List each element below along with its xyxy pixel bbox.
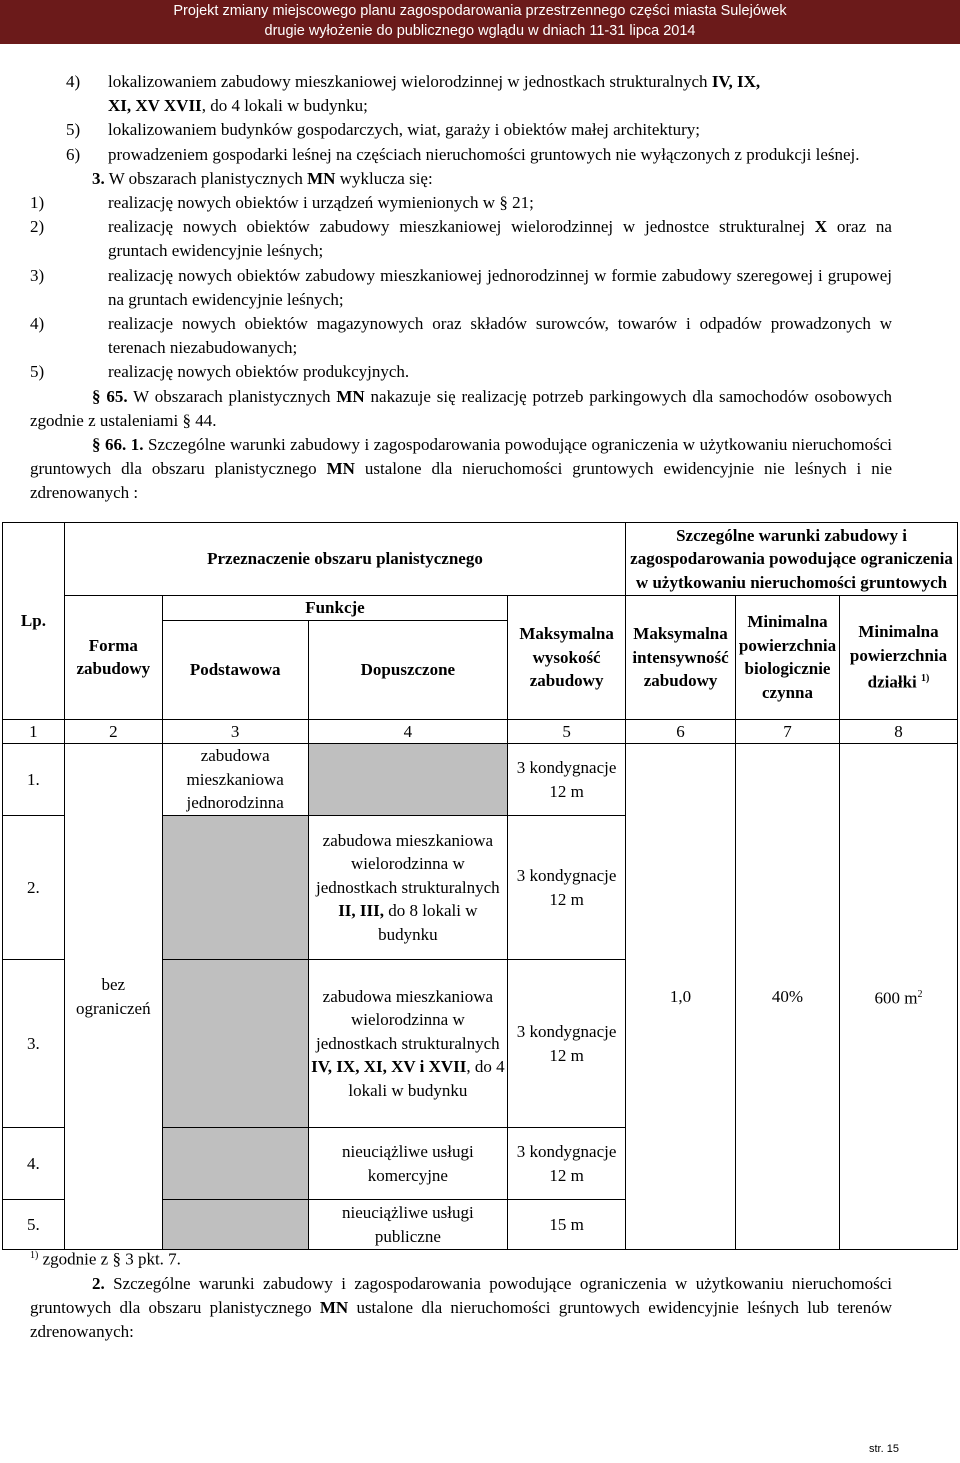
table-row: 2. zabudowa mieszkaniowa wielorodzinna w jednostkach strukturalnych II, III, do 8 lokali w budynku 3 kondygnacje 12 m [3, 816, 958, 960]
paragraph-3: 3. W obszarach planistycznych MN wyklucza się: [92, 168, 433, 188]
intensywnosc-value: 1,0 [626, 744, 736, 1250]
table-row: 1 2 3 4 5 6 7 8 [3, 719, 958, 744]
header-przeznaczenie: Przeznaczenie obszaru planistycznego [64, 523, 625, 596]
header-line-2: drugie wyłożenie do publicznego wglądu w dniach 11-31 lipca 2014 [264, 23, 696, 39]
table-row: 4. nieuciążliwe usługi komercyjne 3 kondygnacje 12 m [3, 1128, 958, 1200]
list-item: 5) lokalizowaniem budynków gospodarczych, wiat, garaży i obiektów małej architektury; [66, 120, 700, 140]
list-item: 1) realizację nowych obiektów i urządzeń wymienionych w § 21; [30, 193, 534, 213]
header-line-1: Projekt zmiany miejscowego planu zagospodarowania przestrzennego części miasta Sulejówek [173, 3, 787, 19]
document-header [0, 0, 960, 44]
header-dopuszczone: Dopuszczone [308, 620, 508, 719]
header-podstawowa: Podstawowa [162, 620, 308, 719]
document-body [30, 70, 892, 506]
page-number: str. 15 [869, 1443, 899, 1455]
header-max-intensywnosc: Maksymalna intensywność zabudowy [626, 596, 736, 720]
table-row: 5. nieuciążliwe usługi publiczne 15 m [3, 1200, 958, 1250]
paragraph-65: § 65. W obszarach planistycznych MN nakazuje się realizację potrzeb parkingowych dla samochodów osobowych zgodnie z ustaleniami § 44. [30, 386, 892, 430]
dzialka-value: 600 $m^2$ [840, 744, 958, 1250]
header-lp: Lp. [3, 523, 65, 720]
footnote: $^{1)}$ zgodnie z § 3 pkt. 7. [30, 1249, 181, 1269]
header-szczegolne: Szczególne warunki zabudowy i zagospodarowania powodujące ograniczenia w użytkowaniu nieruchomości gruntowych [626, 523, 958, 596]
table-row: 1. bez ograniczeń zabudowa mieszkaniowa jednorodzinna 3 kondygnacje 12 m 1,0 40% 600 $m^2$ [3, 744, 958, 816]
bio-value: 40% [736, 744, 840, 1250]
table-row: 3. zabudowa mieszkaniowa wielorodzinna w jednostkach strukturalnych IV, IX, XI, XV i XVII, do 4 lokali w budynku 3 kondygnacje 12 m [3, 960, 958, 1128]
list-item: 3) realizację nowych obiektów zabudowy mieszkaniowej jednorodzinnej w formie zabudowy szeregowej i grupowej na gruntach ewidencyjnie leśnych; [30, 265, 892, 309]
list-item: 6) prowadzeniem gospodarki leśnej na częściach nieruchomości gruntowych nie wyłączonych z produkcji leśnej. [66, 144, 860, 164]
conditions-table [2, 522, 958, 1250]
header-min-dzialka: Minimalna powierzchnia działki $^{1)}$ [840, 596, 958, 720]
footer-text [30, 1244, 892, 1344]
list-item: 4) lokalizowaniem zabudowy mieszkaniowej wielorodzinnej w jednostkach strukturalnych IV, IX, XI, XV XVII, do 4 lokali w budynku; [66, 72, 761, 116]
header-forma: Forma zabudowy [64, 596, 162, 720]
header-min-bio: Minimalna powierzchnia biologicznie czynna [736, 596, 840, 720]
list-item: 5) realizację nowych obiektów produkcyjnych. [30, 362, 410, 382]
paragraph-66: § 66. 1. Szczególne warunki zabudowy i zagospodarowania powodujące ograniczenia w użytkowaniu nieruchomości gruntowych dla obszaru planistycznego MN ustalone dla nieruchomości gruntowych ewidencyjnie nie leśnych i nie zdrenowanych : [30, 435, 893, 503]
header-max-wysokosc: Maksymalna wysokość zabudowy [508, 596, 626, 720]
forma-value: bez ograniczeń [64, 744, 162, 1250]
list-item: 2) realizację nowych obiektów zabudowy mieszkaniowej wielorodzinnej w jednostce strukturalnej X oraz na gruntach ewidencyjnie leśnych; [30, 217, 892, 261]
header-funkcje: Funkcje [162, 596, 507, 621]
paragraph-66-2: 2. Szczególne warunki zabudowy i zagospodarowania powodujące ograniczenia w użytkowaniu nieruchomości gruntowych dla obszaru planistycznego MN ustalone dla nieruchomości gruntowych ewidencyjnie leśnych lub terenów zdrenowanych: [30, 1273, 893, 1341]
list-item: 4) realizacje nowych obiektów magazynowych oraz składów surowców, towarów i odpadów prowadzonych w terenach niezabudowanych; [30, 314, 892, 358]
